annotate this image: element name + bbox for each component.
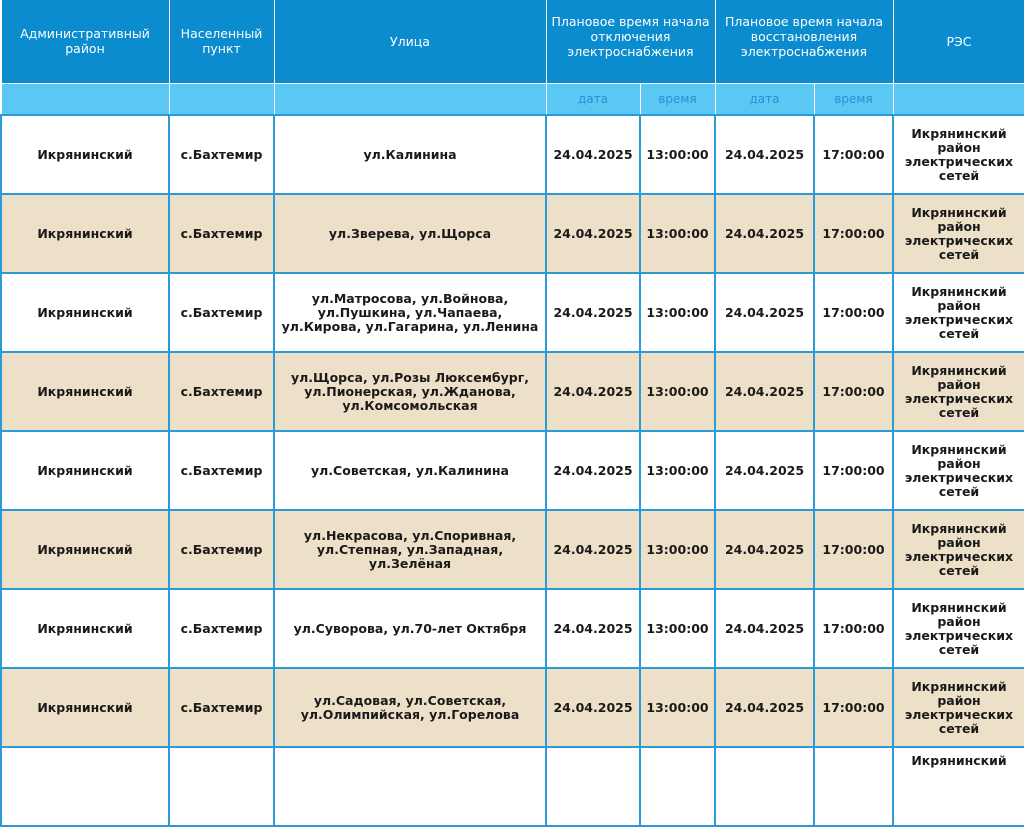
cell-district: Икрянинский: [1, 352, 169, 431]
cell-locality: с.Бахтемир: [169, 668, 274, 747]
cell-res: Икрянинский район электрических сетей: [893, 510, 1024, 589]
cell-locality: с.Бахтемир: [169, 589, 274, 668]
table-row: [1, 510, 1024, 589]
cell-res: Икрянинский район электрических сетей: [893, 115, 1024, 194]
cell-street: ул.Садовая, ул.Советская, ул.Олимпийская, ул.Горелова: [274, 668, 546, 747]
cell-off-time: 13:00:00: [640, 194, 715, 273]
table-row: [1, 194, 1024, 273]
cell-res: Икрянинский район электрических сетей: [893, 352, 1024, 431]
cell-off-date: 24.04.2025: [546, 510, 640, 589]
cell-locality: с.Бахтемир: [169, 194, 274, 273]
cell-locality: с.Бахтемир: [169, 273, 274, 352]
cell-restore-date: 24.04.2025: [715, 668, 814, 747]
table-header: [1, 0, 1024, 115]
header-locality: Населенный пункт: [169, 0, 274, 83]
cell-off-date: 24.04.2025: [546, 194, 640, 273]
cell-res: Икрянинский район электрических сетей: [893, 668, 1024, 747]
cell-off-time: 13:00:00: [640, 589, 715, 668]
cell-locality: с.Бахтемир: [169, 510, 274, 589]
table-row: [1, 589, 1024, 668]
cell-district: Икрянинский: [1, 589, 169, 668]
cell-district: [1, 747, 169, 826]
cell-street: ул.Матросова, ул.Войнова, ул.Пушкина, ул.Чапаева, ул.Кирова, ул.Гагарина, ул.Ленина: [274, 273, 546, 352]
cell-off-time: 13:00:00: [640, 115, 715, 194]
cell-locality: с.Бахтемир: [169, 115, 274, 194]
cell-restore-date: 24.04.2025: [715, 273, 814, 352]
cell-restore-date: 24.04.2025: [715, 589, 814, 668]
cell-res: Икрянинский район электрических сетей: [893, 431, 1024, 510]
cell-restore-time: 17:00:00: [814, 194, 893, 273]
table-row: [1, 668, 1024, 747]
cell-district: Икрянинский: [1, 431, 169, 510]
cell-restore-date: 24.04.2025: [715, 431, 814, 510]
subheader-restore-date: дата: [715, 83, 814, 115]
table-body: [1, 115, 1024, 826]
cell-off-date: 24.04.2025: [546, 589, 640, 668]
cell-off-time: 13:00:00: [640, 431, 715, 510]
table-row: [1, 431, 1024, 510]
cell-off-date: 24.04.2025: [546, 352, 640, 431]
cell-district: Икрянинский: [1, 668, 169, 747]
table-row: [1, 115, 1024, 194]
cell-off-date: 24.04.2025: [546, 431, 640, 510]
subheader-empty: [893, 83, 1024, 115]
cell-off-time: 13:00:00: [640, 273, 715, 352]
cell-off-time: [640, 747, 715, 826]
cell-restore-date: [715, 747, 814, 826]
cell-street: ул.Зверева, ул.Щорса: [274, 194, 546, 273]
cell-district: Икрянинский: [1, 115, 169, 194]
cell-street: ул.Некрасова, ул.Споривная, ул.Степная, ул.Западная, ул.Зелёная: [274, 510, 546, 589]
subheader-empty: [1, 83, 169, 115]
cell-res: Икрянинский: [893, 747, 1024, 826]
subheader-off-time: время: [640, 83, 715, 115]
cell-restore-time: 17:00:00: [814, 668, 893, 747]
cell-street: ул.Щорса, ул.Розы Люксембург, ул.Пионерская, ул.Жданова, ул.Комсомольская: [274, 352, 546, 431]
cell-res: Икрянинский район электрических сетей: [893, 194, 1024, 273]
subheader-row: [1, 83, 1024, 115]
cell-off-date: [546, 747, 640, 826]
cell-district: Икрянинский: [1, 194, 169, 273]
cell-restore-time: 17:00:00: [814, 352, 893, 431]
subheader-off-date: дата: [546, 83, 640, 115]
cell-res: Икрянинский район электрических сетей: [893, 273, 1024, 352]
cell-restore-date: 24.04.2025: [715, 115, 814, 194]
table-row: [1, 352, 1024, 431]
cell-locality: с.Бахтемир: [169, 352, 274, 431]
header-restore-time-group: Плановое время начала восстановления электроснабжения: [715, 0, 893, 83]
subheader-empty: [274, 83, 546, 115]
cell-off-date: 24.04.2025: [546, 273, 640, 352]
cell-locality: [169, 747, 274, 826]
cell-street: ул.Суворова, ул.70-лет Октября: [274, 589, 546, 668]
subheader-restore-time: время: [814, 83, 893, 115]
cell-restore-time: 17:00:00: [814, 510, 893, 589]
cell-locality: с.Бахтемир: [169, 431, 274, 510]
cell-off-time: 13:00:00: [640, 352, 715, 431]
header-off-time-group: Плановое время начала отключения электроснабжения: [546, 0, 715, 83]
cell-restore-date: 24.04.2025: [715, 352, 814, 431]
cell-off-date: 24.04.2025: [546, 115, 640, 194]
cell-district: Икрянинский: [1, 273, 169, 352]
cell-restore-date: 24.04.2025: [715, 510, 814, 589]
cell-off-date: 24.04.2025: [546, 668, 640, 747]
table-row: [1, 747, 1024, 826]
cell-off-time: 13:00:00: [640, 668, 715, 747]
table-row: [1, 273, 1024, 352]
cell-restore-time: 17:00:00: [814, 431, 893, 510]
cell-restore-time: [814, 747, 893, 826]
cell-restore-time: 17:00:00: [814, 589, 893, 668]
subheader-empty: [169, 83, 274, 115]
header-district: Административный район: [1, 0, 169, 83]
cell-restore-date: 24.04.2025: [715, 194, 814, 273]
cell-street: ул.Калинина: [274, 115, 546, 194]
cell-off-time: 13:00:00: [640, 510, 715, 589]
cell-street: ул.Советская, ул.Калинина: [274, 431, 546, 510]
cell-res: Икрянинский район электрических сетей: [893, 589, 1024, 668]
header-street: Улица: [274, 0, 546, 83]
header-row: [1, 0, 1024, 83]
cell-district: Икрянинский: [1, 510, 169, 589]
cell-restore-time: 17:00:00: [814, 115, 893, 194]
header-res: РЭС: [893, 0, 1024, 83]
cell-restore-time: 17:00:00: [814, 273, 893, 352]
cell-street: [274, 747, 546, 826]
